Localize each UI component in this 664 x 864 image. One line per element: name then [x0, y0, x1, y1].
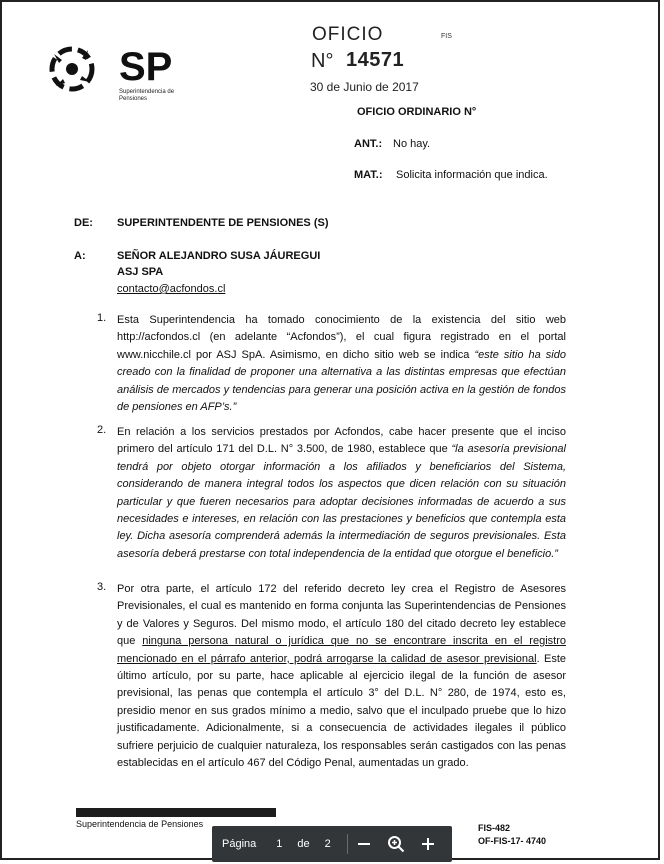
paragraph-1: Esta Superintendencia ha tomado conocimiento de la existencia del sitio web http://acfondos.cl (en adelante “Acfondos”), el cual figura registrado en el portal www.nicchile.cl por ASJ SpA. Asimismo, en dicho sitio web se indica “este sitio ha sido creado con la finalidad de proponer una alternativa a las distintas empresas que efectúan análisis de mercados y tendencias para generar una posición activa en la gestión de fondos de pensiones en AFP’s.” — [117, 314, 566, 414]
page-label: Página — [222, 838, 257, 850]
stamp-title: OFICIO — [312, 24, 384, 45]
a-label: A: — [74, 250, 86, 262]
recipient-name: SEÑOR ALEJANDRO SUSA JÁUREGUI — [117, 250, 321, 262]
page-of-label: de — [297, 838, 310, 850]
logo-subtitle: Superintendencia de Pensiones — [119, 89, 175, 102]
plus-icon — [421, 837, 435, 851]
ant-label: ANT.: — [354, 138, 383, 150]
pdf-page-toolbar — [212, 826, 452, 862]
hands-emblem-icon — [52, 49, 92, 89]
footer-redaction-bar — [76, 808, 276, 817]
zoom-button[interactable] — [380, 826, 412, 862]
paragraph-1-number: 1. — [97, 312, 107, 324]
logo-text: SP — [119, 45, 173, 89]
recipient-email-link[interactable]: contacto@acfondos.cl — [117, 283, 226, 295]
oficio-ordinario: OFICIO ORDINARIO N° — [357, 106, 477, 118]
zoom-in-button[interactable] — [412, 826, 444, 862]
stamp-number-label: N° — [311, 50, 334, 72]
footer-code-1: FIS-482 — [478, 823, 511, 833]
paragraph-3-number: 3. — [97, 581, 107, 593]
paragraph-3: Por otra parte, el artículo 172 del referido decreto ley crea el Registro de Asesores Previsionales, el cual es mantenido en forma conjunta las Superintendencias de Pensiones y de Valores y Seguros. Del mismo modo, el artículo 180 del citado decreto ley establece que ninguna persona natural o jurídica que no se encontrare inscrita en el registro mencionado en el párrafo anterior, podrá arrogarse la calidad de asesor previsional. Este último artículo, por su parte, hace aplicable al ejercicio ilegal de la función de asesor previsional, las penas que contempla el artículo 3° del D.L. N° 280, de 1974, esto es, presidio menor en sus grados mínimo a medio, salvo que el inculpado pruebe que lo hizo justificadamente. Adicionalmente, si a consecuencia de actividades ilegales il público sufriere perjuicio de cualquier naturaleza, los responsables serán castigados con las penas establecidas en el artículo 467 del Código Penal, aumentadas un grado. — [117, 583, 566, 770]
de-value: SUPERINTENDENTE DE PENSIONES (S) — [117, 217, 329, 229]
mat-label: MAT.: — [354, 169, 383, 181]
recipient-company: ASJ SPA — [117, 266, 164, 278]
de-label: DE: — [74, 217, 93, 229]
paragraph-2: En relación a los servicios prestados por Acfondos, cabe hacer presente que el inciso primero del artículo 171 del D.L. N° 3.500, de 1980, establece que “la asesoría previsional tendrá por objeto otorgar información a los afiliados y beneficiarios del Sistema, considerando de manera integral todos los aspectos que dicen relación con su situación particular y que fueren necesarios para adoptar decisiones informadas de acuerdo a sus necesidades e intereses, en relación con las prestaciones y beneficios que contempla esta ley. Dicha asesoría comprenderá además la intermediación de seguros previsionales. Esta asesoría deberá prestarse con total independencia de la entidad que otorgue el beneficio.” — [117, 426, 566, 560]
stamp-number: 14571 — [346, 49, 405, 71]
minus-icon — [357, 837, 371, 851]
footer-code-2: OF-FIS-17- 4740 — [478, 836, 547, 846]
mat-value: Solicita información que indica. — [396, 169, 548, 181]
paragraph-2-number: 2. — [97, 424, 107, 436]
stamp-fis: FIS — [441, 33, 452, 40]
footer-org: Superintendencia de Pensiones — [76, 819, 204, 829]
total-pages: 2 — [324, 838, 331, 850]
ant-value: No hay. — [393, 138, 431, 150]
zoom-out-button[interactable] — [348, 826, 380, 862]
magnifier-icon — [387, 835, 405, 853]
current-page-input[interactable]: 1 — [276, 838, 283, 850]
stamp-date: 30 de Junio de 2017 — [310, 80, 419, 94]
